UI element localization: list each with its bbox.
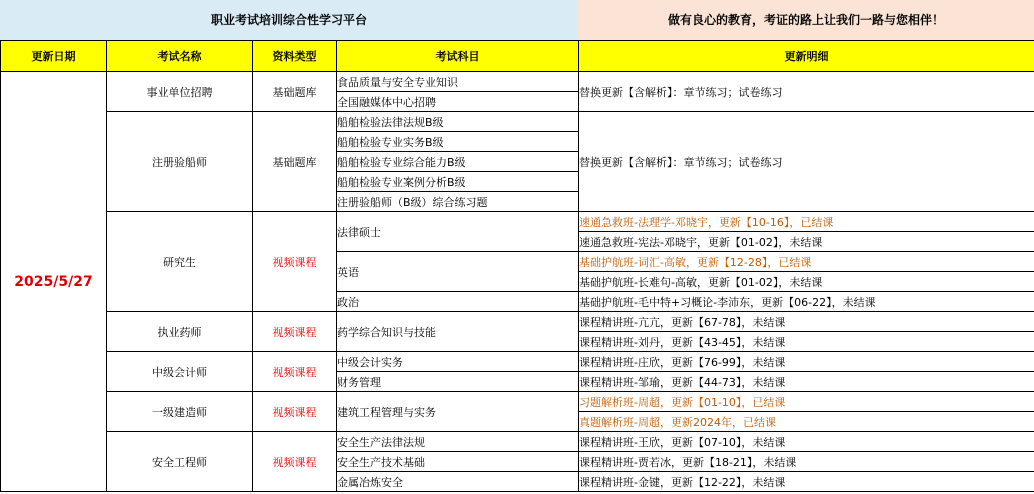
material-type: 视频课程 [253, 392, 337, 432]
subject-cell: 食品质量与安全专业知识 [337, 72, 579, 92]
detail-cell: 真题解析班-周超，更新2024年，已结课 [579, 412, 1034, 432]
subject-cell: 金属冶炼安全 [337, 472, 579, 492]
exam-name: 注册验船师 [107, 112, 253, 212]
detail-cell: 课程精讲班-王欣，更新【07-10】，未结课 [579, 432, 1034, 452]
material-type: 视频课程 [253, 352, 337, 392]
detail-cell: 替换更新【含解析】：章节练习；试卷练习 [579, 112, 1034, 212]
detail-cell: 速通急救班-宪法-邓晓宇，更新【01-02】，未结课 [579, 232, 1034, 252]
update-table [0, 40, 1034, 492]
subject-cell: 注册验船师（B级）综合练习题 [337, 192, 579, 212]
subject-cell: 安全生产技术基础 [337, 452, 579, 472]
detail-cell: 速通急救班-法理学-邓晓宇，更新【10-16】，已结课 [579, 212, 1034, 232]
material-type: 视频课程 [253, 212, 337, 312]
subject-cell: 政治 [337, 292, 579, 312]
material-type: 视频课程 [253, 432, 337, 492]
header-subject: 考试科目 [337, 41, 579, 72]
detail-cell: 基础护航班-词汇-高敏，更新【12-28】，已结课 [579, 252, 1034, 272]
exam-name: 中级会计师 [107, 352, 253, 392]
detail-cell: 替换更新【含解析】：章节练习；试卷练习 [579, 72, 1034, 112]
subject-cell: 船舶检验专业综合能力B级 [337, 152, 579, 172]
detail-cell: 基础护航班-长难句-高敏，更新【01-02】，未结课 [579, 272, 1034, 292]
subject-cell: 中级会计实务 [337, 352, 579, 372]
header-date: 更新日期 [1, 41, 107, 72]
header-material-type: 资料类型 [253, 41, 337, 72]
table-row [1, 72, 1034, 92]
subject-cell: 财务管理 [337, 372, 579, 392]
subject-cell: 船舶检验专业实务B级 [337, 132, 579, 152]
table-row [1, 312, 1034, 332]
table-row [1, 212, 1034, 232]
detail-cell: 课程精讲班-庄欣，更新【76-99】，未结课 [579, 352, 1034, 372]
material-type: 基础题库 [253, 112, 337, 212]
detail-cell: 习题解析班-周超，更新【01-10】，已结课 [579, 392, 1034, 412]
material-type: 基础题库 [253, 72, 337, 112]
exam-name: 事业单位招聘 [107, 72, 253, 112]
subject-cell: 船舶检验专业案例分析B级 [337, 172, 579, 192]
exam-name: 一级建造师 [107, 392, 253, 432]
table-row [1, 392, 1034, 412]
platform-banner: 职业考试培训综合性学习平台 [0, 0, 578, 40]
subject-cell: 英语 [337, 252, 579, 292]
detail-cell: 课程精讲班-金键，更新【12-22】，未结课 [579, 472, 1034, 492]
subject-cell: 安全生产法律法规 [337, 432, 579, 452]
header-detail: 更新明细 [579, 41, 1034, 72]
table-row [1, 432, 1034, 452]
header-row [1, 41, 1034, 72]
exam-name: 研究生 [107, 212, 253, 312]
subject-cell: 药学综合知识与技能 [337, 312, 579, 352]
subject-cell: 船舶检验法律法规B级 [337, 112, 579, 132]
subject-cell: 全国融媒体中心招聘 [337, 92, 579, 112]
header-exam-name: 考试名称 [107, 41, 253, 72]
detail-cell: 课程精讲班-刘丹，更新【43-45】，未结课 [579, 332, 1034, 352]
subject-cell: 建筑工程管理与实务 [337, 392, 579, 432]
subject-cell: 法律硕士 [337, 212, 579, 252]
detail-cell: 课程精讲班-亢亢，更新【67-78】，未结课 [579, 312, 1034, 332]
exam-name: 执业药师 [107, 312, 253, 352]
table-row [1, 352, 1034, 372]
detail-cell: 基础护航班-毛中特+习概论-李沛东，更新【06-22】，未结课 [579, 292, 1034, 312]
material-type: 视频课程 [253, 312, 337, 352]
detail-cell: 课程精讲班-邹瑜，更新【44-73】，未结课 [579, 372, 1034, 392]
detail-cell: 课程精讲班-贾若冰，更新【18-21】，未结课 [579, 452, 1034, 472]
update-date: 2025/5/27 [1, 72, 107, 492]
table-row [1, 112, 1034, 132]
slogan-banner: 做有良心的教育，考证的路上让我们一路与您相伴！ [578, 0, 1034, 40]
exam-name: 安全工程师 [107, 432, 253, 492]
